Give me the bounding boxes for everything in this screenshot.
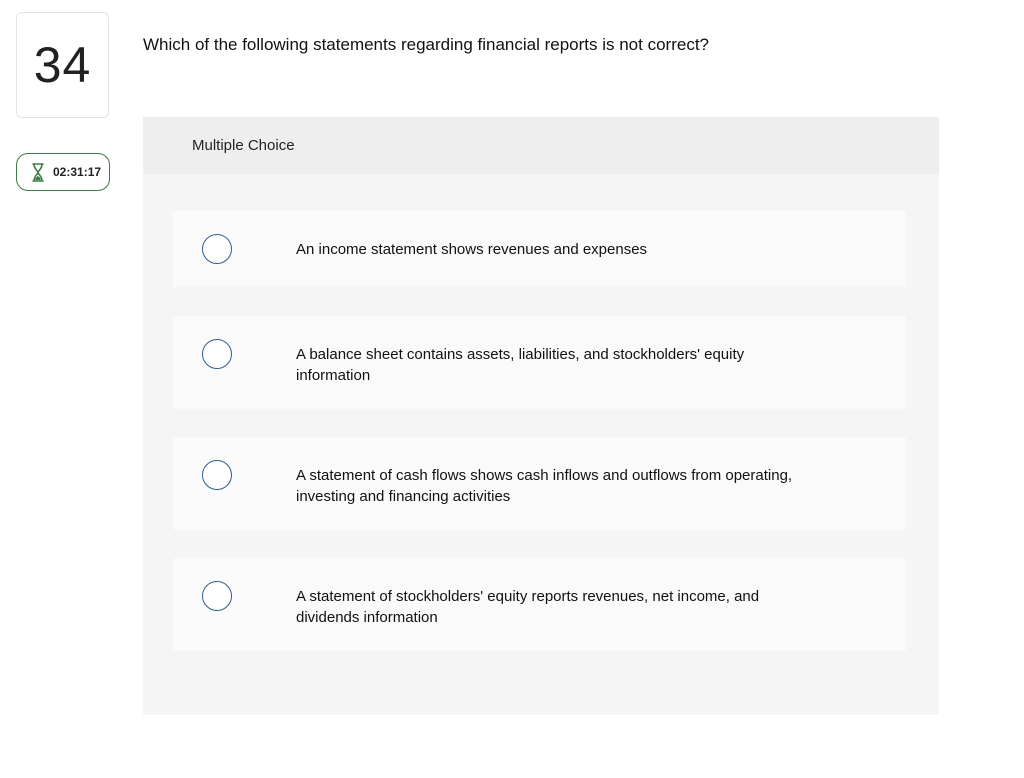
answer-option-label: A statement of stockholders' equity reports revenues, net income, and dividends information — [296, 588, 760, 626]
hourglass-icon — [31, 162, 45, 182]
radio-button[interactable] — [202, 234, 232, 264]
answer-panel — [143, 117, 939, 715]
answer-option[interactable] — [173, 437, 906, 530]
radio-button[interactable] — [202, 339, 232, 369]
radio-button[interactable] — [202, 581, 232, 611]
question-number-box — [16, 12, 109, 118]
answer-option-label: An income statement shows revenues and expenses — [296, 241, 648, 258]
question-number: 34 — [33, 37, 92, 93]
timer — [16, 153, 110, 191]
question-text: Which of the following statements regarding financial reports is not correct? — [143, 35, 709, 54]
timer-value: 02:31:17 — [53, 165, 102, 179]
answer-option[interactable] — [173, 211, 906, 287]
answer-option-label: A statement of cash flows shows cash inflows and outflows from operating, investing and financing activities — [296, 467, 793, 505]
radio-button[interactable] — [202, 460, 232, 490]
question-type-header — [143, 117, 939, 174]
question-type-label: Multiple Choice — [192, 137, 295, 154]
answer-option[interactable] — [173, 558, 906, 651]
answer-option-label: A balance sheet contains assets, liabilities, and stockholders' equity information — [296, 346, 745, 384]
answer-option[interactable] — [173, 316, 906, 409]
